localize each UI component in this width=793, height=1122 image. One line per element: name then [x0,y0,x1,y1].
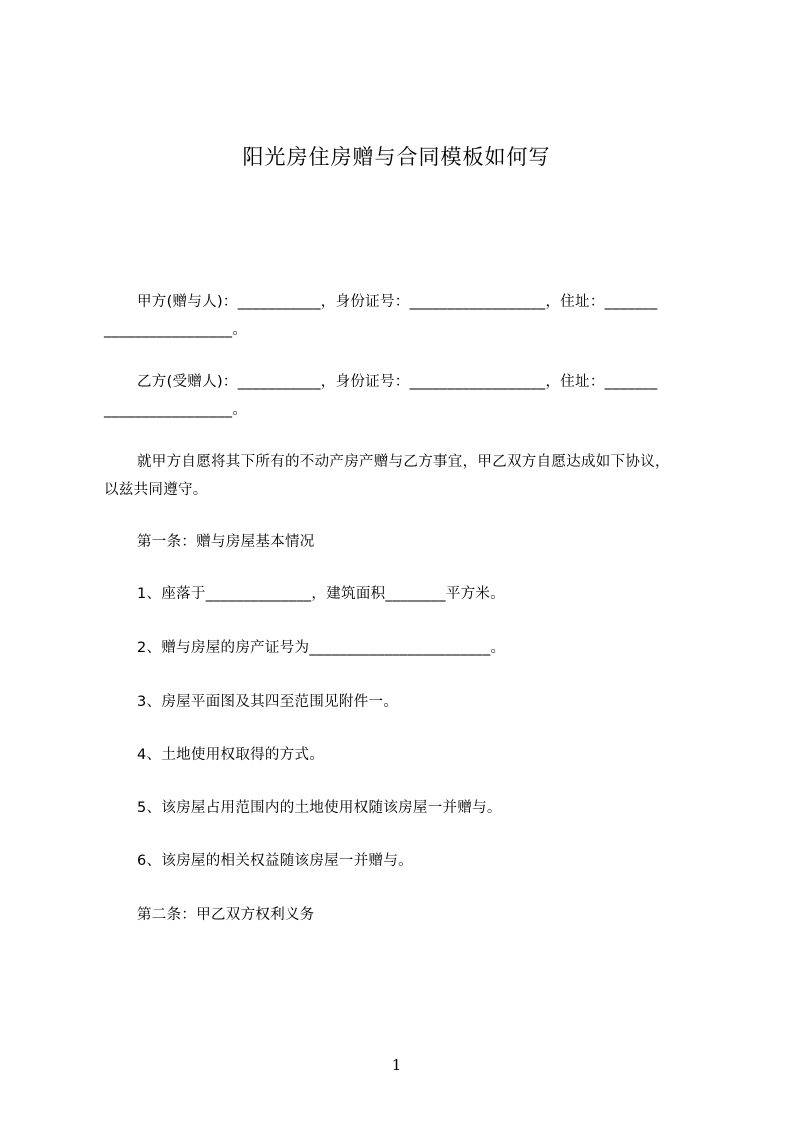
list-item: 2、赠与房屋的房产证号为________________________。 [137,640,506,656]
list-item: 1、座落于______________，建筑面积________平方米。 [137,586,506,602]
article-1-heading: 第一条：赠与房屋基本情况 [137,534,315,550]
page-title: 阳光房住房赠与合同模板如何写 [242,145,551,169]
list-item: 3、房屋平面图及其四至范围见附件一。 [137,694,399,710]
intro-paragraph-line-1: 就甲方自愿将其下所有的不动产房产赠与乙方事宜，甲乙双方自愿达成如下协议， [137,454,670,470]
article-2-heading: 第二条：甲乙双方权利义务 [137,907,315,923]
party-b-line-1: 乙方(受赠人)：___________，身份证号：__________________，住址：_______ [137,374,658,390]
party-a-line-1: 甲方(赠与人)：___________，身份证号：__________________，住址：_______ [137,294,658,310]
list-item: 4、土地使用权取得的方式。 [137,747,325,763]
intro-paragraph-line-2: 以兹共同遵守。 [104,482,208,498]
party-a-line-2: _________________。 [104,322,248,338]
party-b-line-2: _________________。 [104,402,248,418]
page-number: 1 [391,1056,402,1074]
list-item: 5、该房屋占用范围内的土地使用权随该房屋一并赠与。 [137,800,502,816]
list-item: 6、该房屋的相关权益随该房屋一并赠与。 [137,853,413,869]
